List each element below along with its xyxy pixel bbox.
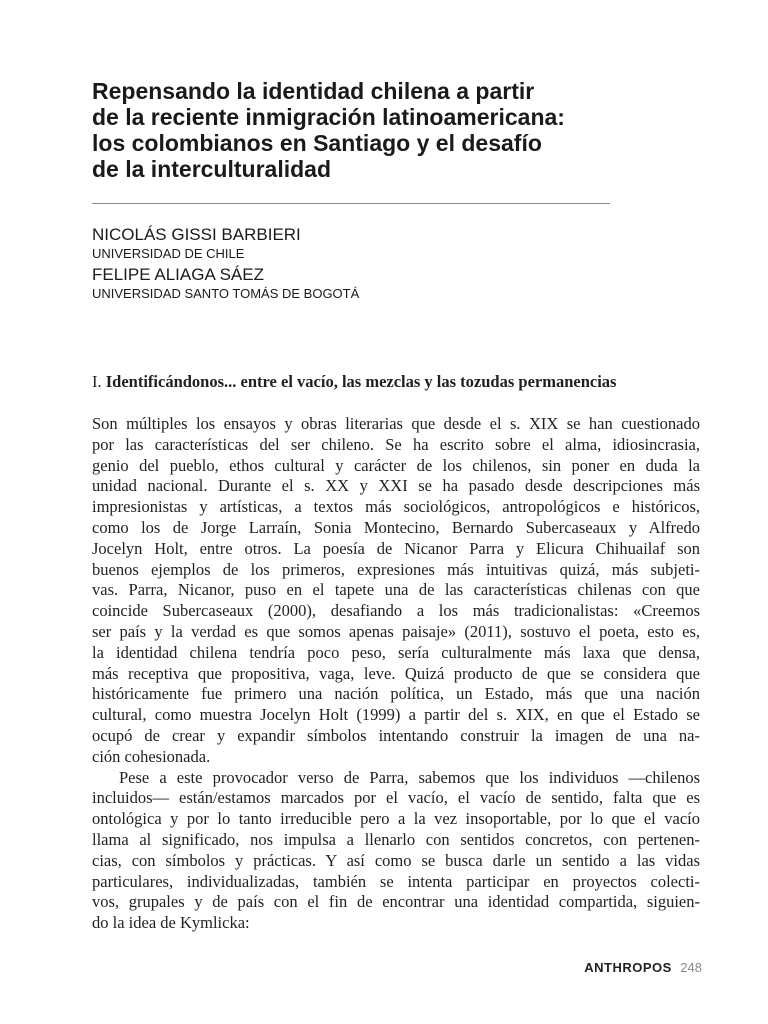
title-divider (92, 203, 610, 204)
body-line: históricamente fue primero una nación política, un Estado, más que una nación (92, 684, 700, 704)
body-line: genio del pueblo, ethos cultural y carácter de los chilenos, sin poner en duda la (92, 455, 700, 475)
author-affiliation: UNIVERSIDAD DE CHILE (92, 246, 245, 261)
body-line: vas. Parra, Nicanor, puso en el tapete una de las características chilenas con que (92, 580, 700, 600)
body-line: particulares, individualizadas, también se intenta participar en proyectos colecti- (92, 871, 700, 891)
body-line: cultural, como muestra Jocelyn Holt (1999) a partir del s. XIX, en que el Estado se (92, 705, 700, 725)
body-line: Pese a este provocador verso de Parra, sabemos que los individuos —chilenos (119, 767, 700, 787)
body-line: ocupó de crear y expandir símbolos intentando construir la imagen de una na- (92, 725, 700, 745)
body-line: por las características del ser chileno. Se ha escrito sobre el alma, idiosincrasia, (92, 434, 700, 454)
page-number: 248 (680, 960, 702, 975)
body-line: Jocelyn Holt, entre otros. La poesía de Nicanor Parra y Elicura Chihuailaf son (92, 538, 700, 558)
body-line: ción cohesionada. (92, 746, 211, 766)
section-number: I. (92, 372, 102, 391)
title-line: de la interculturalidad (92, 156, 331, 182)
body-text (92, 414, 700, 934)
title-line: Repensando la identidad chilena a partir (92, 78, 535, 104)
author-affiliation: UNIVERSIDAD SANTO TOMÁS DE BOGOTÁ (92, 286, 360, 301)
title-line: de la reciente inmigración latinoamericana: (92, 104, 565, 130)
body-line: la identidad chilena tendría poco peso, sería culturalmente más laxa que densa, (92, 642, 700, 662)
body-line: ser país y la verdad es que somos apenas paisaje» (2011), sostuvo el poeta, esto es, (92, 621, 700, 641)
body-line: impresionistas y artísticas, a textos más sociológicos, antropológicos e históricos, (92, 497, 700, 517)
body-line: incluidos— están/estamos marcados por el vacío, el vacío de sentido, falta que es (92, 788, 700, 808)
body-line: Son múltiples los ensayos y obras literarias que desde el s. XIX se han cuestionado (92, 414, 700, 433)
body-line: coincide Subercaseaux (2000), desafiando a los más tradicionalistas: «Creemos (92, 601, 700, 621)
section-title: Identificándonos... entre el vacío, las mezclas y las tozudas permanencias (105, 372, 617, 391)
body-line: vos, grupales y de país con el fin de encontrar una identidad compartida, siguien- (92, 892, 700, 912)
body-line: unidad nacional. Durante el s. XX y XXI se ha pasado desde descripciones más (92, 476, 700, 496)
body-line: cias, con símbolos y prácticas. Y así como se busca darle un sentido a las vidas (92, 850, 700, 870)
body-line: ontológica y por lo tanto irreducible pero a la vez insoportable, por lo que el vacío (92, 809, 700, 829)
body-line: buenos ejemplos de los primeros, expresiones más intuitivas quizá, más subjeti- (92, 559, 700, 579)
body-line: llama al significado, nos impulsa a llenarlo con sentidos concretos, con pertenen- (92, 829, 700, 849)
author-list (92, 224, 652, 304)
author-name: FELIPE ALIAGA SÁEZ (92, 265, 264, 284)
body-line: do la idea de Kymlicka: (92, 913, 250, 933)
article-title (92, 78, 632, 182)
author-name: NICOLÁS GISSI BARBIERI (92, 225, 301, 244)
body-line: más receptiva que propositiva, vaga, leve. Quizá producto de que se considera que (92, 663, 700, 683)
body-line: como los de Jorge Larraín, Sonia Montecino, Bernardo Subercaseaux y Alfredo (92, 517, 700, 537)
journal-name: ANTHROPOS (584, 960, 672, 975)
title-line: los colombianos en Santiago y el desafío (92, 130, 542, 156)
section-heading (92, 372, 712, 392)
page-footer (584, 959, 702, 977)
